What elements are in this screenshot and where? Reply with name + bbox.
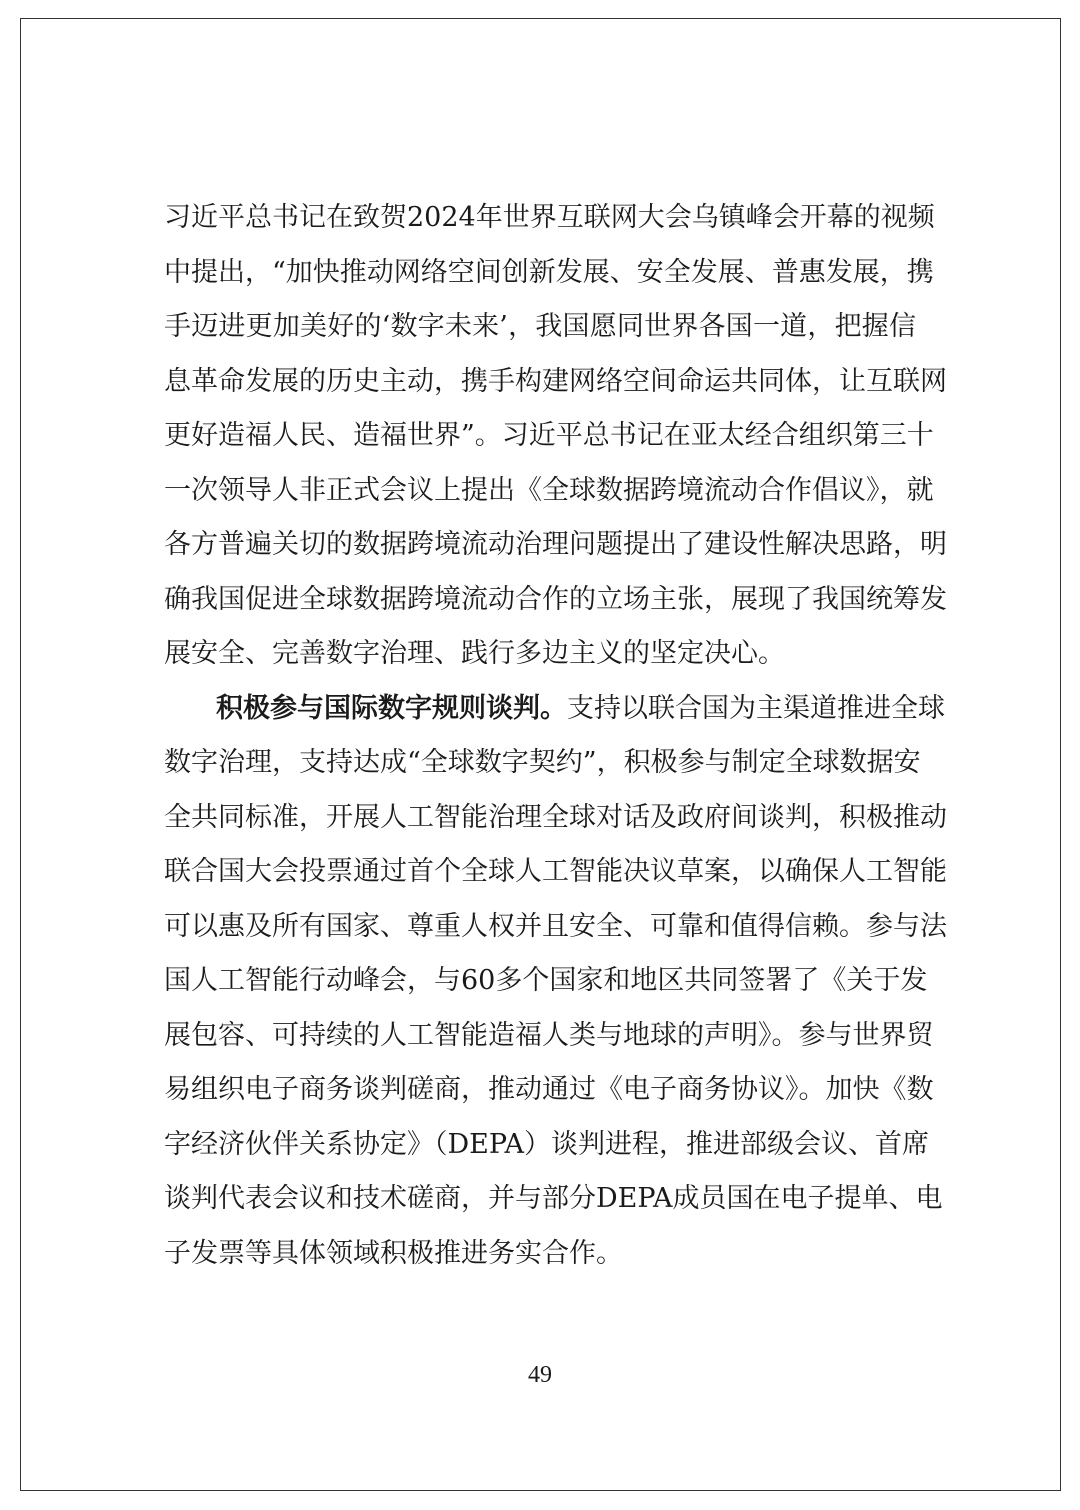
text-line: 全共同标准，开展人工智能治理全球对话及政府间谈判，积极推动: [164, 801, 947, 833]
text-line: 可以惠及所有国家、尊重人权并且安全、可靠和值得信赖。参与法: [164, 910, 947, 942]
text-line: 习近平总书记在致贺2024年世界互联网大会乌镇峰会开幕的视频: [164, 202, 935, 233]
text-line: 联合国大会投票通过首个全球人工智能决议草案，以确保人工智能: [164, 856, 947, 887]
page-number: 49: [528, 1362, 552, 1388]
text-line: 展包容、可持续的人工智能造福人类与地球的声明》。参与世界贸: [164, 1019, 934, 1051]
paragraph-heading: 积极参与国际数字规则谈判。: [216, 692, 567, 724]
text-line: 数字治理，支持达成“全球数字契约”，积极参与制定全球数据安: [164, 747, 921, 778]
text-line: 息革命发展的历史主动，携手构建网络空间命运共同体，让互联网: [164, 365, 947, 397]
text-line: 子发票等具体领域积极推进务实合作。: [164, 1237, 623, 1269]
paragraph-lead-text: 支持以联合国为主渠道推进全球: [567, 692, 945, 724]
text-line: 一次领导人非正式会议上提出《全球数据跨境流动合作倡议》，就: [164, 474, 934, 506]
text-line: 字经济伙伴关系协定》（DEPA）谈判进程，推进部级会议、首席: [164, 1128, 930, 1160]
text-line: 手迈进更加美好的‘数字未来’，我国愿同世界各国一道，把握信: [164, 311, 916, 342]
text-line: 中提出，“加快推动网络空间创新发展、安全发展、普惠发展，携: [164, 256, 934, 288]
text-line: 谈判代表会议和技术磋商，并与部分DEPA成员国在电子提单、电: [164, 1183, 943, 1214]
paragraph-2: [164, 687, 947, 1287]
document-body: [164, 196, 947, 1286]
text-line: [164, 687, 945, 742]
text-line: 易组织电子商务谈判磋商，推动通过《电子商务协议》。加快《数: [164, 1074, 934, 1105]
text-line: 更好造福人民、造福世界”。习近平总书记在亚太经合组织第三十: [164, 420, 934, 451]
text-line: 国人工智能行动峰会，与60多个国家和地区共同签署了《关于发: [164, 965, 928, 996]
text-line: 确我国促进全球数据跨境流动合作的立场主张，展现了我国统筹发: [164, 583, 947, 615]
text-line: 展安全、完善数字治理、践行多边主义的坚定决心。: [164, 638, 785, 669]
text-line: 各方普遍关切的数据跨境流动治理问题提出了建设性解决思路，明: [164, 529, 947, 560]
paragraph-1: [164, 196, 947, 687]
